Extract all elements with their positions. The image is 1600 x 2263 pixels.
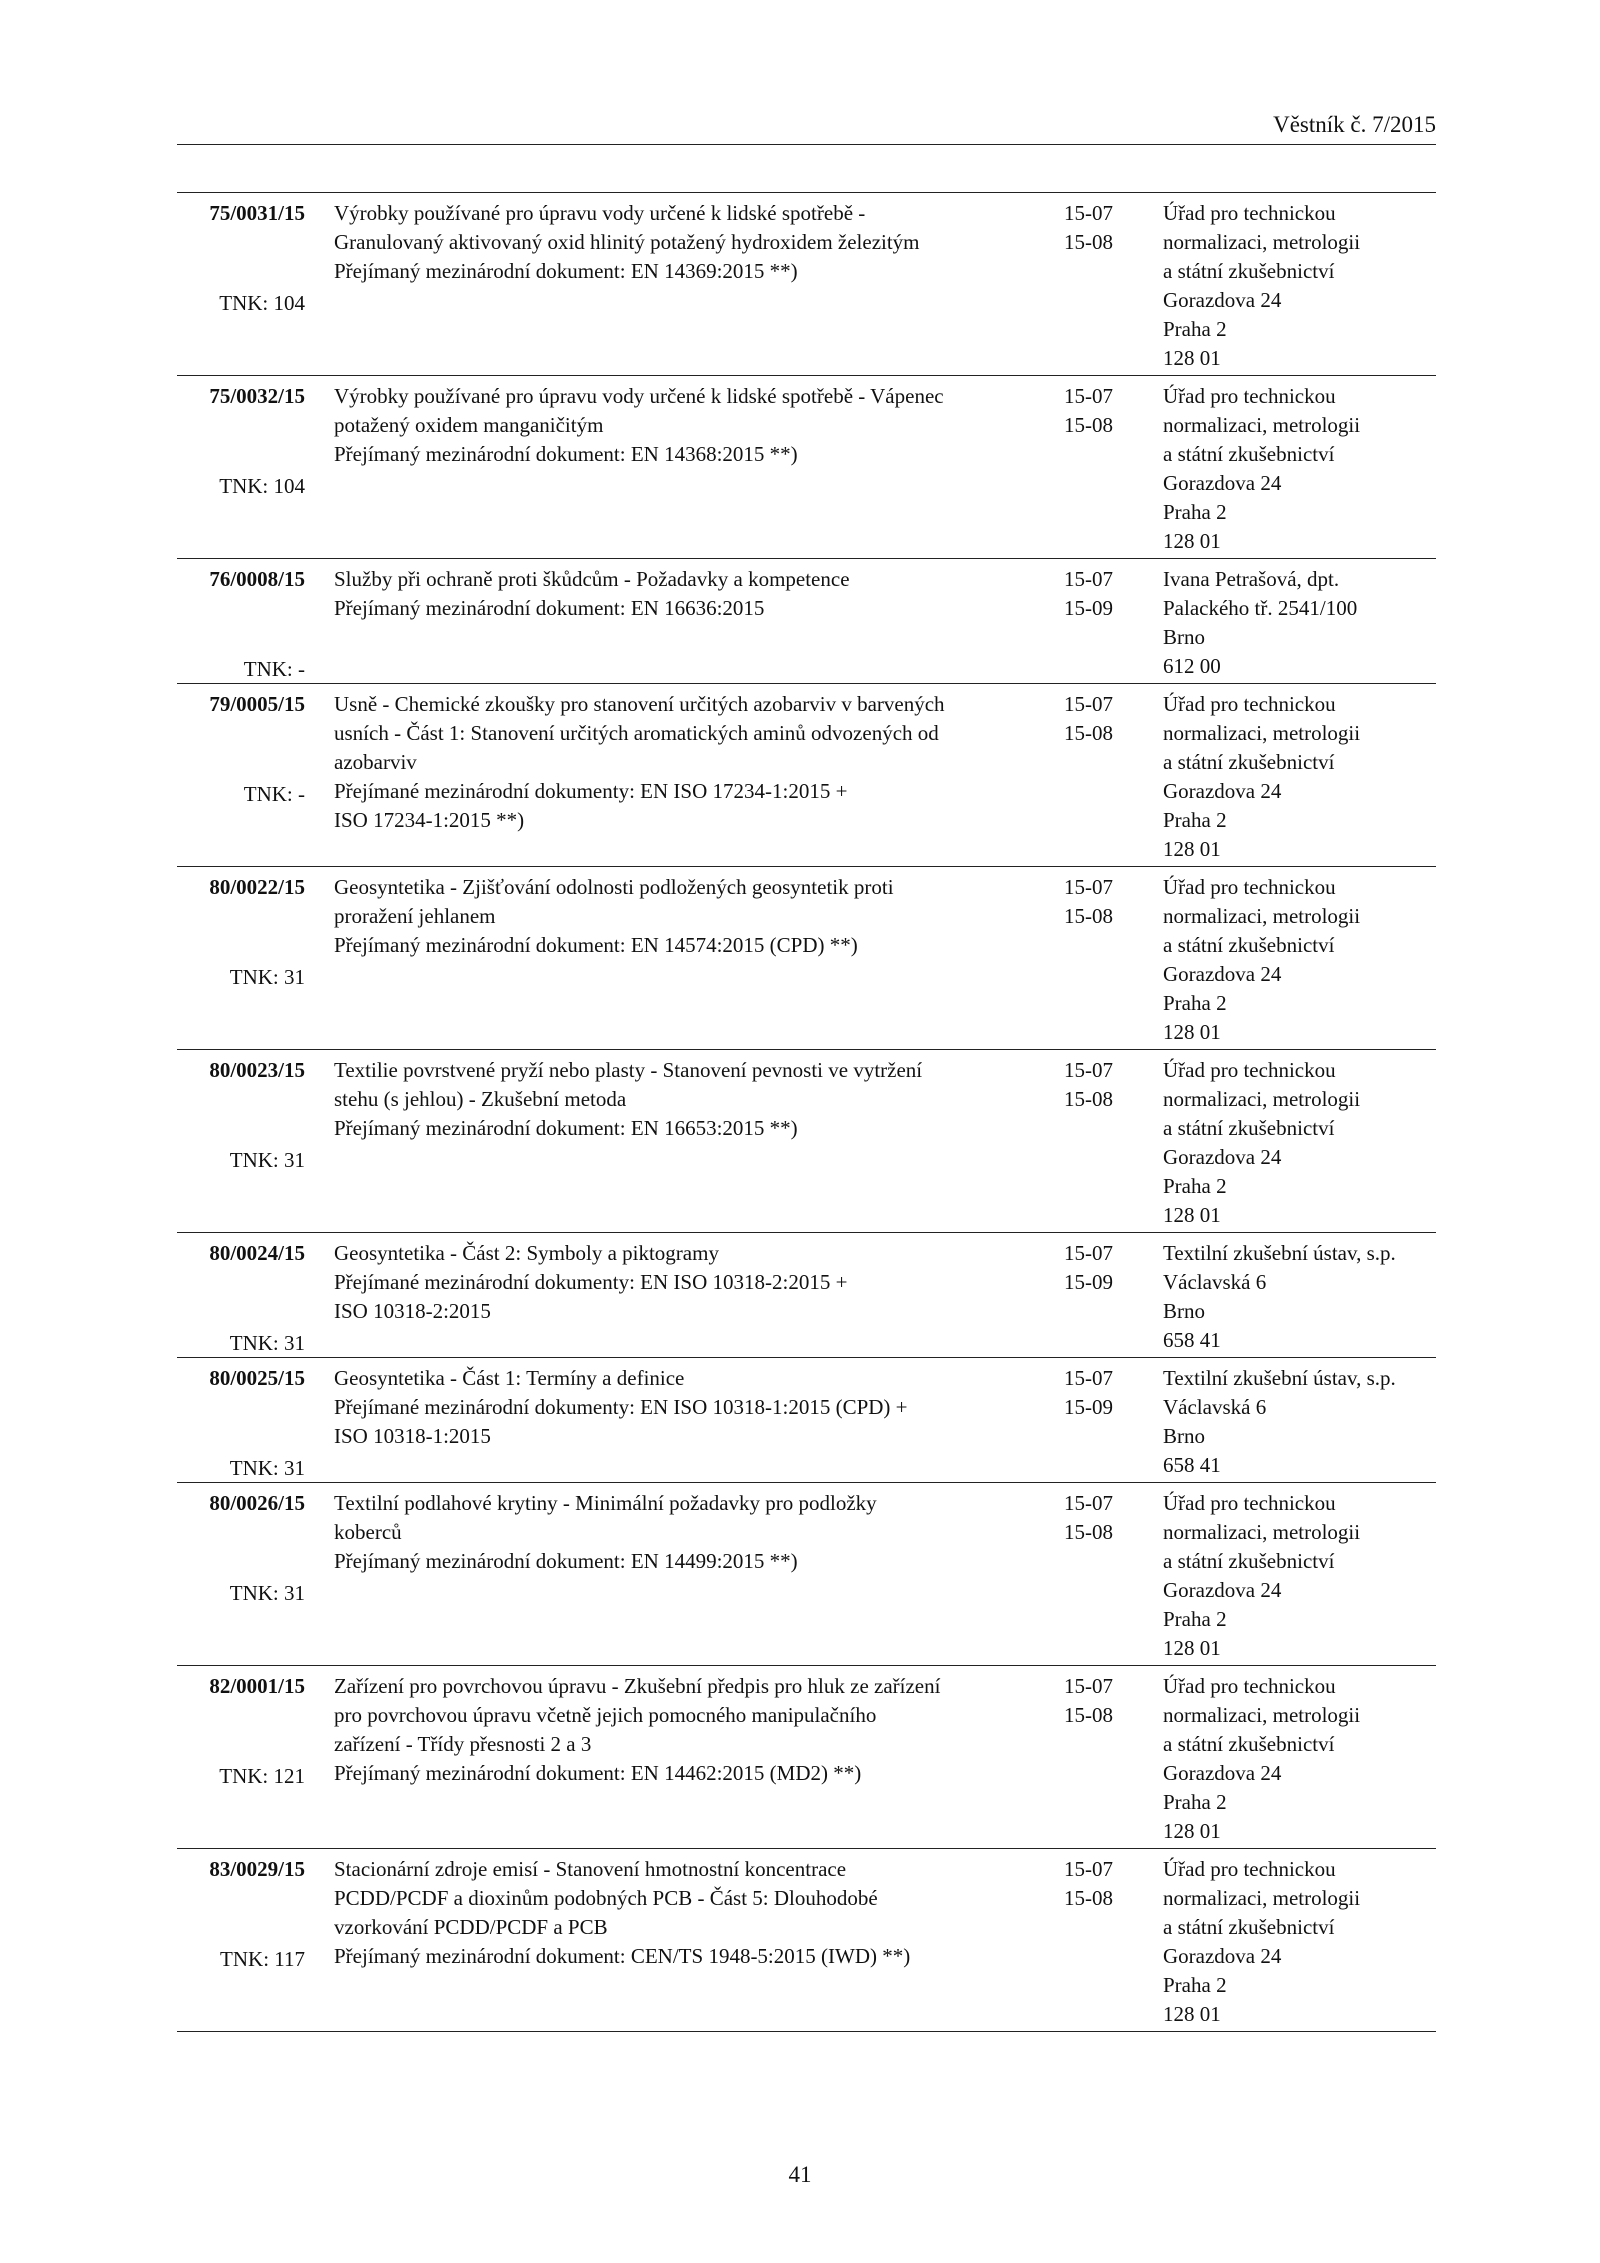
date-value: 15-09 [1064,596,1113,620]
address-line: a státní zkušebnictví [1163,933,1335,957]
address-cell [1163,382,1438,556]
address-cell [1163,1056,1438,1230]
address-line: a státní zkušebnictví [1163,442,1335,466]
address-line: Textilní zkušební ústav, s.p. [1163,1366,1396,1390]
tnk-label: TNK: 31 [229,1456,305,1480]
address-line: Václavská 6 [1163,1270,1267,1294]
document-id-cell [177,199,305,315]
address-line: Gorazdova 24 [1163,471,1282,495]
address-line: normalizaci, metrologii [1163,230,1361,254]
address-cell [1163,199,1438,373]
address-line: a státní zkušebnictví [1163,1116,1335,1140]
title-line: Geosyntetika - Zjišťování odolnosti podložených geosyntetik proti [334,875,894,899]
date-value: 15-08 [1064,413,1113,437]
address-line: Praha 2 [1163,317,1227,341]
date-value: 15-08 [1064,1703,1113,1727]
date-value: 15-08 [1064,1520,1113,1544]
date-value: 15-08 [1064,1886,1113,1910]
address-cell [1163,1489,1438,1663]
tnk-label: TNK: 104 [219,291,305,315]
address-line: Praha 2 [1163,1790,1227,1814]
address-cell [1163,1364,1438,1480]
address-line: Gorazdova 24 [1163,1578,1282,1602]
document-id-cell [177,565,305,681]
title-line: stehu (s jehlou) - Zkušební metoda [334,1087,627,1111]
address-line: normalizaci, metrologii [1163,1520,1361,1544]
address-line: Palackého tř. 2541/100 [1163,596,1358,620]
address-cell [1163,690,1438,864]
document-id-cell [177,1056,305,1172]
title-line: koberců [334,1520,402,1544]
title-line: Výrobky používané pro úpravu vody určené k lidské spotřebě - [334,201,866,225]
title-line: Geosyntetika - Část 1: Termíny a definice [334,1366,685,1390]
address-cell [1163,1672,1438,1846]
title-line: potažený oxidem manganičitým [334,413,604,437]
address-line: a státní zkušebnictví [1163,1549,1335,1573]
dates-cell [1064,1364,1134,1422]
document-id-cell [177,382,305,498]
date-value: 15-08 [1064,230,1113,254]
dates-cell [1064,1239,1134,1297]
document-number: 80/0026/15 [209,1491,305,1515]
address-line: normalizaci, metrologii [1163,413,1361,437]
dates-cell [1064,690,1134,748]
address-line: Gorazdova 24 [1163,288,1282,312]
title-line: usních - Část 1: Stanovení určitých aromatických aminů odvozených od [334,721,939,745]
address-line: Úřad pro technickou [1163,692,1336,716]
title-line: ISO 10318-2:2015 [334,1299,491,1323]
address-line: 128 01 [1163,1636,1221,1660]
address-line: normalizaci, metrologii [1163,904,1361,928]
tnk-label: TNK: 104 [219,474,305,498]
title-line: Přejímaný mezinárodní dokument: EN 16636:2015 [334,596,765,620]
tnk-label: TNK: 117 [220,1947,305,1971]
address-line: 128 01 [1163,1819,1221,1843]
table-row [177,1666,1436,1849]
address-line: 128 01 [1163,2002,1221,2026]
address-line: Textilní zkušební ústav, s.p. [1163,1241,1396,1265]
address-line: Brno [1163,1299,1205,1323]
date-value: 15-07 [1064,1366,1113,1390]
address-line: normalizaci, metrologii [1163,1886,1361,1910]
address-line: Gorazdova 24 [1163,1944,1282,1968]
date-value: 15-07 [1064,384,1113,408]
table-row [177,867,1436,1050]
title-line: azobarviv [334,750,417,774]
title-line: Geosyntetika - Část 2: Symboly a piktogramy [334,1241,719,1265]
date-value: 15-09 [1064,1395,1113,1419]
document-number: 75/0032/15 [209,384,305,408]
date-value: 15-07 [1064,1058,1113,1082]
date-value: 15-08 [1064,721,1113,745]
title-line: Přejímané mezinárodní dokumenty: EN ISO 10318-1:2015 (CPD) + [334,1395,908,1419]
date-value: 15-09 [1064,1270,1113,1294]
address-line: Praha 2 [1163,991,1227,1015]
address-line: a státní zkušebnictví [1163,1732,1335,1756]
table-row [177,1358,1436,1483]
date-value: 15-07 [1064,1241,1113,1265]
table-row [177,559,1436,684]
date-value: 15-07 [1064,1857,1113,1881]
table-row [177,1483,1436,1666]
address-line: 128 01 [1163,346,1221,370]
address-line: 128 01 [1163,1020,1221,1044]
address-line: Úřad pro technickou [1163,1674,1336,1698]
document-number: 82/0001/15 [209,1674,305,1698]
date-value: 15-07 [1064,201,1113,225]
dates-cell [1064,1489,1134,1547]
address-line: normalizaci, metrologii [1163,1703,1361,1727]
title-line: proražení jehlanem [334,904,496,928]
address-line: a státní zkušebnictví [1163,750,1335,774]
tnk-label: TNK: 121 [219,1764,305,1788]
title-line: Služby při ochraně proti škůdcům - Požadavky a kompetence [334,567,850,591]
address-line: Praha 2 [1163,500,1227,524]
address-cell [1163,565,1438,681]
address-line: Praha 2 [1163,1174,1227,1198]
document-id-cell [177,1855,305,1971]
document-number: 80/0025/15 [209,1366,305,1390]
address-line: a státní zkušebnictví [1163,259,1335,283]
journal-header [177,110,1436,145]
title-line: Přejímaný mezinárodní dokument: EN 14499:2015 **) [334,1549,798,1573]
tnk-label: TNK: 31 [229,965,305,989]
address-line: Gorazdova 24 [1163,1761,1282,1785]
address-line: Ivana Petrašová, dpt. [1163,567,1340,591]
address-line: Brno [1163,1424,1205,1448]
address-line: Úřad pro technickou [1163,1058,1336,1082]
address-line: 612 00 [1163,654,1221,678]
table-row [177,1050,1436,1233]
title-line: Přejímaný mezinárodní dokument: EN 16653:2015 **) [334,1116,798,1140]
address-line: 128 01 [1163,1203,1221,1227]
page-number: 41 [788,2162,812,2187]
dates-cell [1064,565,1134,623]
title-line: pro povrchovou úpravu včetně jejich pomocného manipulačního [334,1703,877,1727]
address-line: Gorazdova 24 [1163,962,1282,986]
table-row [177,376,1436,559]
dates-cell [1064,1672,1134,1730]
date-value: 15-08 [1064,1087,1113,1111]
address-line: Úřad pro technickou [1163,1491,1336,1515]
title-line: Textilie povrstvené pryží nebo plasty - Stanovení pevnosti ve vytržení [334,1058,923,1082]
address-line: Úřad pro technickou [1163,384,1336,408]
dates-cell [1064,1056,1134,1114]
date-value: 15-07 [1064,875,1113,899]
address-cell [1163,1855,1438,2029]
title-line: vzorkování PCDD/PCDF a PCB [334,1915,608,1939]
document-id-cell [177,1672,305,1788]
title-line: Zařízení pro povrchovou úpravu - Zkušební předpis pro hluk ze zařízení [334,1674,941,1698]
document-id-cell [177,873,305,989]
title-line: Přejímané mezinárodní dokumenty: EN ISO 17234-1:2015 + [334,779,848,803]
tnk-label: TNK: 31 [229,1331,305,1355]
date-value: 15-07 [1064,567,1113,591]
address-line: 658 41 [1163,1453,1221,1477]
document-number: 80/0023/15 [209,1058,305,1082]
address-cell [1163,1239,1438,1355]
title-line: Textilní podlahové krytiny - Minimální požadavky pro podložky [334,1491,877,1515]
address-line: Úřad pro technickou [1163,201,1336,225]
document-id-cell [177,1239,305,1355]
journal-title: Věstník č. 7/2015 [1273,112,1436,137]
title-line: Přejímané mezinárodní dokumenty: EN ISO 10318-2:2015 + [334,1270,848,1294]
address-line: Gorazdova 24 [1163,779,1282,803]
address-cell [1163,873,1438,1047]
address-line: a státní zkušebnictví [1163,1915,1335,1939]
document-number: 75/0031/15 [209,201,305,225]
document-number: 80/0024/15 [209,1241,305,1265]
dates-cell [1064,382,1134,440]
title-line: Výrobky používané pro úpravu vody určené k lidské spotřebě - Vápenec [334,384,944,408]
tnk-label: TNK: 31 [229,1148,305,1172]
title-line: zařízení - Třídy přesnosti 2 a 3 [334,1732,592,1756]
address-line: Úřad pro technickou [1163,875,1336,899]
title-line: Přejímaný mezinárodní dokument: EN 14574:2015 (CPD) **) [334,933,858,957]
document-number: 79/0005/15 [209,692,305,716]
address-line: Brno [1163,625,1205,649]
address-line: 658 41 [1163,1328,1221,1352]
table-row [177,1233,1436,1358]
document-number: 83/0029/15 [209,1857,305,1881]
address-line: 128 01 [1163,529,1221,553]
tnk-label: TNK: - [243,782,305,806]
table-row [177,684,1436,867]
document-id-cell [177,1364,305,1480]
document-number: 80/0022/15 [209,875,305,899]
tnk-label: TNK: - [243,657,305,681]
date-value: 15-07 [1064,1491,1113,1515]
title-line: ISO 17234-1:2015 **) [334,808,525,832]
title-line: Přejímaný mezinárodní dokument: EN 14369:2015 **) [334,259,798,283]
address-line: normalizaci, metrologii [1163,1087,1361,1111]
title-line: Granulovaný aktivovaný oxid hlinitý potažený hydroxidem železitým [334,230,920,254]
dates-cell [1064,1855,1134,1913]
address-line: normalizaci, metrologii [1163,721,1361,745]
title-line: PCDD/PCDF a dioxinům podobných PCB - Část 5: Dlouhodobé [334,1886,878,1910]
document-number: 76/0008/15 [209,567,305,591]
table-row [177,1849,1436,2032]
address-line: Praha 2 [1163,1973,1227,1997]
table-row [177,193,1436,376]
address-line: 128 01 [1163,837,1221,861]
address-line: Úřad pro technickou [1163,1857,1336,1881]
dates-cell [1064,199,1134,257]
title-line: Přejímaný mezinárodní dokument: EN 14462:2015 (MD2) **) [334,1761,862,1785]
document-id-cell [177,690,305,806]
document-id-cell [177,1489,305,1605]
date-value: 15-07 [1064,692,1113,716]
title-line: Přejímaný mezinárodní dokument: CEN/TS 1948-5:2015 (IWD) **) [334,1944,911,1968]
title-line: ISO 10318-1:2015 [334,1424,491,1448]
tnk-label: TNK: 31 [229,1581,305,1605]
dates-cell [1064,873,1134,931]
date-value: 15-07 [1064,1674,1113,1698]
address-line: Praha 2 [1163,808,1227,832]
title-line: Usně - Chemické zkoušky pro stanovení určitých azobarviv v barvených [334,692,945,716]
address-line: Praha 2 [1163,1607,1227,1631]
address-line: Václavská 6 [1163,1395,1267,1419]
title-line: Stacionární zdroje emisí - Stanovení hmotnostní koncentrace [334,1857,847,1881]
standards-table [177,192,1436,2032]
date-value: 15-08 [1064,904,1113,928]
title-line: Přejímaný mezinárodní dokument: EN 14368:2015 **) [334,442,798,466]
address-line: Gorazdova 24 [1163,1145,1282,1169]
